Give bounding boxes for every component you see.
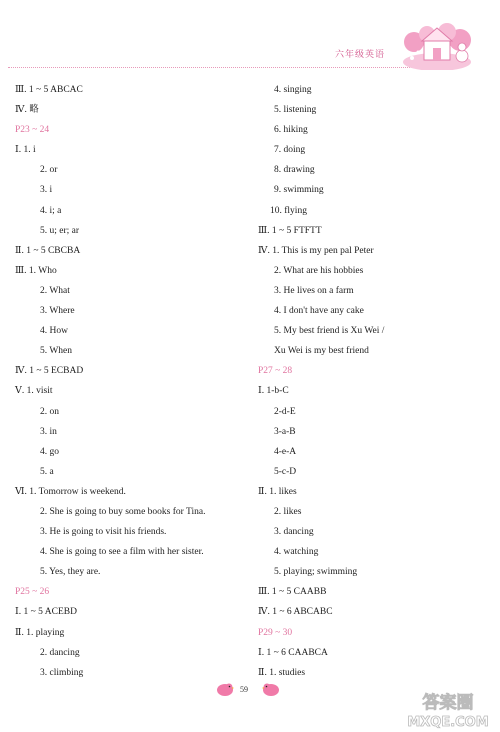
answer-text: 4. She is going to see a film with her sister.	[40, 547, 204, 558]
answer-text: P23 ~ 24	[15, 125, 50, 136]
answer-text: 5. When	[40, 346, 73, 357]
answer-line	[258, 402, 498, 422]
answer-text: Ⅰ. 1 ~ 5 ACEBD	[15, 607, 77, 618]
svg-text:MXQE.COM: MXQE.COM	[407, 715, 489, 730]
answer-text: 3-a-B	[274, 426, 296, 437]
answer-text: P27 ~ 28	[258, 366, 293, 377]
answer-line	[258, 221, 498, 241]
answer-text: Ⅲ. 1 ~ 5 ABCAC	[15, 85, 83, 95]
answer-line	[0, 381, 250, 401]
answer-text: 2. What are his hobbies	[274, 265, 364, 276]
answer-line	[258, 180, 498, 200]
page-range-heading	[258, 361, 498, 381]
answer-text: 2-d-E	[274, 406, 296, 417]
answer-line	[258, 502, 498, 522]
answer-line	[0, 522, 250, 542]
answer-text: 9. swimming	[274, 185, 324, 196]
answer-line	[0, 663, 250, 683]
answer-text: Ⅰ. 1 ~ 6 CAABCA	[258, 647, 328, 658]
answer-text: 4. singing	[274, 85, 312, 95]
answer-line	[258, 120, 498, 140]
answer-text: Ⅰ. 1-b-C	[258, 386, 289, 397]
answer-text: 3. Where	[40, 306, 75, 317]
bird-right-icon	[262, 681, 282, 697]
answer-line	[0, 502, 250, 522]
answer-text: Ⅱ. 1. playing	[15, 627, 65, 638]
answer-text: Ⅱ. 1 ~ 5 CBCBA	[15, 245, 81, 256]
snow-house-illustration	[402, 20, 472, 70]
answer-line	[0, 562, 250, 582]
answer-line	[258, 80, 498, 100]
answer-text: 2. What	[40, 285, 70, 296]
answer-line	[0, 602, 250, 622]
answer-line	[258, 602, 498, 622]
answer-line	[258, 482, 498, 502]
bird-left-icon	[214, 681, 234, 697]
answer-line	[0, 542, 250, 562]
answer-line	[258, 542, 498, 562]
answer-line	[0, 442, 250, 462]
answer-text: Ⅰ. 1. i	[15, 145, 36, 156]
answer-line	[0, 301, 250, 321]
answer-text: 3. in	[40, 426, 57, 437]
header-divider	[8, 67, 460, 68]
page-range-heading	[258, 623, 498, 643]
answer-text: 2. on	[40, 406, 59, 417]
answer-line	[258, 281, 498, 301]
answer-text: Ⅳ. 1 ~ 5 ECBAD	[15, 366, 84, 377]
answer-text: 2. likes	[274, 506, 302, 517]
page-range-heading	[0, 582, 250, 602]
answer-text: 4. go	[40, 446, 59, 457]
answer-text: 2. dancing	[40, 647, 80, 658]
answer-line	[0, 321, 250, 341]
answer-line	[258, 140, 498, 160]
answer-line	[0, 241, 250, 261]
answer-line	[258, 341, 498, 361]
answer-line	[258, 261, 498, 281]
answer-line	[0, 422, 250, 442]
answer-line	[258, 442, 498, 462]
answer-line	[0, 140, 250, 160]
answer-line	[258, 422, 498, 442]
answer-text: Ⅵ. 1. Tomorrow is weekend.	[15, 486, 126, 497]
answer-text: 5. My best friend is Xu Wei /	[274, 326, 385, 337]
answer-text: 4-e-A	[274, 446, 297, 457]
answer-line	[258, 462, 498, 482]
answer-line	[0, 281, 250, 301]
answer-text: 5. playing; swimming	[274, 567, 358, 578]
answer-line	[0, 623, 250, 643]
svg-text:答案圈: 答案圈	[422, 693, 474, 713]
page-number: 59	[240, 685, 248, 694]
answer-text: Ⅳ. 略	[15, 105, 39, 116]
answer-line	[0, 402, 250, 422]
answer-text: 2. She is going to buy some books for Tina.	[40, 506, 206, 517]
answers-left-column	[0, 80, 250, 683]
answer-text: 3. dancing	[274, 527, 314, 538]
answer-line	[258, 201, 498, 221]
answer-text: Ⅱ. 1. likes	[258, 486, 297, 497]
answers-right-column	[258, 80, 498, 683]
answer-line	[258, 643, 498, 663]
answer-line	[0, 80, 250, 100]
answer-text: Ⅲ. 1. Who	[15, 265, 57, 276]
answer-line	[0, 361, 250, 381]
watermark-logo	[402, 688, 494, 730]
answer-text: Ⅳ. 1. This is my pen pal Peter	[258, 245, 374, 256]
answer-text: 3. climbing	[40, 667, 84, 678]
answer-text: 3. He lives on a farm	[274, 285, 354, 296]
answer-line	[258, 381, 498, 401]
answer-text: P29 ~ 30	[258, 627, 293, 638]
answer-text: Ⅱ. 1. studies	[258, 667, 306, 678]
answer-line	[258, 562, 498, 582]
answer-text: 8. drawing	[274, 165, 315, 176]
answer-text: 5. u; er; ar	[40, 225, 80, 236]
answer-text: 6. hiking	[274, 125, 308, 136]
answer-line	[0, 462, 250, 482]
answer-text: P25 ~ 26	[15, 587, 50, 598]
answer-line	[258, 100, 498, 120]
answer-line	[258, 241, 498, 261]
answer-text: 5. Yes, they are.	[40, 567, 101, 578]
answer-line	[258, 582, 498, 602]
page-header	[0, 0, 500, 75]
answer-text: 5. listening	[274, 105, 317, 116]
answer-line	[258, 321, 498, 341]
answer-text: Ⅳ. 1 ~ 6 ABCABC	[258, 607, 333, 618]
answer-line	[0, 221, 250, 241]
answer-line	[258, 160, 498, 180]
answer-text: Ⅲ. 1 ~ 5 FTFTT	[258, 225, 322, 236]
answer-line	[0, 201, 250, 221]
page-range-heading	[0, 120, 250, 140]
answer-line	[258, 663, 498, 683]
answer-text: 7. doing	[274, 145, 306, 156]
answer-line	[258, 301, 498, 321]
answer-line	[258, 522, 498, 542]
answer-line	[0, 341, 250, 361]
answer-text: 4. How	[40, 326, 68, 337]
answer-text: 4. i; a	[40, 205, 62, 216]
answer-line	[0, 180, 250, 200]
answer-line	[0, 160, 250, 180]
answer-line	[0, 100, 250, 120]
answer-text: Ⅲ. 1 ~ 5 CAABB	[258, 587, 327, 598]
answer-text: 2. or	[40, 165, 58, 176]
answer-line	[0, 482, 250, 502]
answer-line	[0, 643, 250, 663]
answer-text: Xu Wei is my best friend	[274, 346, 369, 357]
answer-text: 3. He is going to visit his friends.	[40, 527, 167, 538]
answer-text: 5. a	[40, 466, 54, 477]
answer-text: 10. flying	[270, 205, 307, 216]
answer-text: 4. I don't have any cake	[274, 306, 364, 317]
answer-text: 5-c-D	[274, 466, 297, 477]
answer-text: 3. i	[40, 185, 53, 196]
answer-line	[0, 261, 250, 281]
header-label: 六年级英语	[334, 50, 385, 60]
answer-text: 4. watching	[274, 547, 319, 558]
answer-text: Ⅴ. 1. visit	[15, 386, 53, 397]
